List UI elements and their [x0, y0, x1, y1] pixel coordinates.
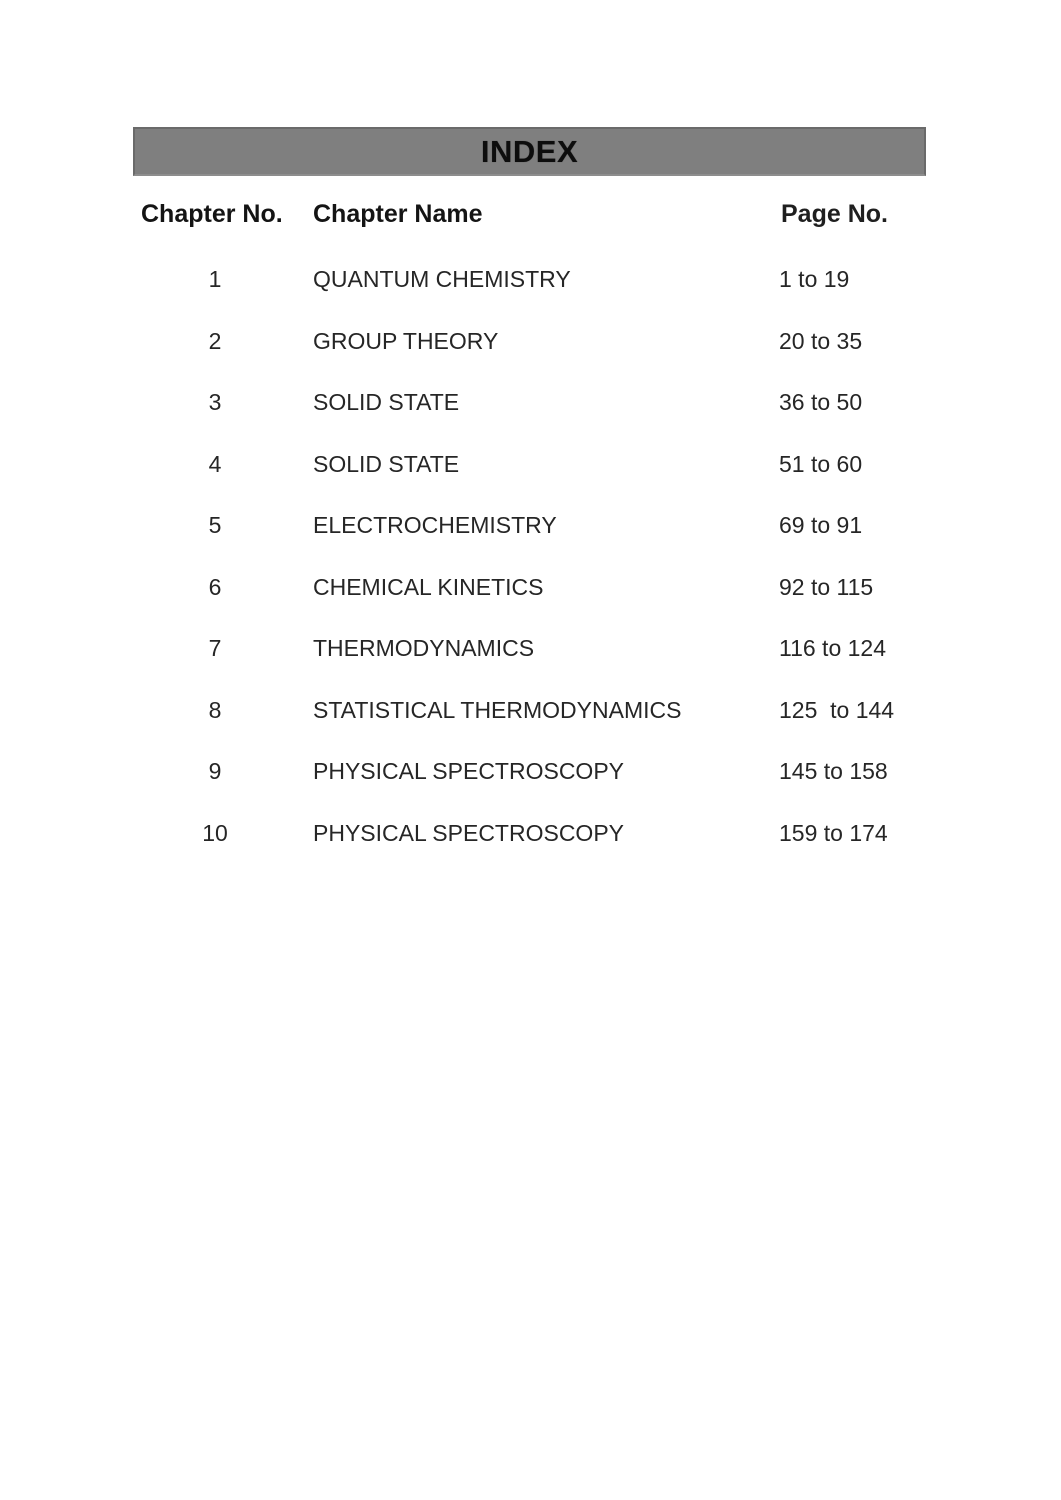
table-row	[0, 434, 1061, 496]
index-rows	[0, 249, 1061, 864]
page-range: 51 to 60	[779, 450, 863, 477]
table-row	[0, 741, 1061, 803]
column-header-chapter-no: Chapter No.	[141, 200, 283, 228]
table-row	[0, 803, 1061, 865]
table-row	[0, 557, 1061, 619]
page-range: 36 to 50	[779, 389, 863, 415]
chapter-number: 5	[208, 512, 222, 538]
chapter-name: CHEMICAL KINETICS	[313, 573, 544, 600]
page-range: 116 to 124	[779, 635, 887, 661]
chapter-number: 4	[208, 450, 222, 477]
table-header	[0, 200, 1061, 234]
chapter-name: GROUP THEORY	[313, 327, 499, 354]
chapter-name: STATISTICAL THERMODYNAMICS	[313, 696, 682, 723]
column-header-chapter-name: Chapter Name	[313, 200, 483, 228]
chapter-number: 8	[208, 696, 222, 723]
chapter-name: THERMODYNAMICS	[313, 635, 535, 661]
chapter-number: 6	[208, 573, 222, 600]
chapter-number: 2	[208, 327, 222, 354]
chapter-name: ELECTROCHEMISTRY	[313, 512, 557, 538]
chapter-name: PHYSICAL SPECTROSCOPY	[313, 819, 625, 846]
table-row	[0, 680, 1061, 742]
index-title-bar	[133, 127, 926, 176]
column-header-page-no: Page No.	[781, 200, 1061, 1500]
table-row	[0, 495, 1061, 557]
chapter-number: 9	[208, 758, 222, 784]
chapter-name: SOLID STATE	[313, 389, 460, 415]
table-row	[0, 311, 1061, 373]
index-title: INDEX	[480, 133, 579, 169]
page-range: 20 to 35	[779, 327, 863, 354]
chapter-name: QUANTUM CHEMISTRY	[313, 266, 571, 292]
chapter-name: SOLID STATE	[313, 450, 460, 477]
page-range: 145 to 158	[779, 758, 888, 784]
table-row	[0, 618, 1061, 680]
page-range: 1 to 19	[779, 266, 850, 292]
table-row	[0, 372, 1061, 434]
page-range: 69 to 91	[779, 512, 863, 538]
chapter-number: 10	[202, 819, 228, 846]
table-row	[0, 249, 1061, 311]
chapter-number: 3	[208, 389, 222, 415]
page-range: 159 to 174	[779, 819, 888, 846]
chapter-name: PHYSICAL SPECTROSCOPY	[313, 758, 625, 784]
chapter-number: 7	[208, 635, 222, 661]
page-range: 92 to 115	[779, 573, 874, 600]
page-range: 125 to 144	[779, 696, 895, 723]
chapter-number: 1	[208, 266, 222, 292]
